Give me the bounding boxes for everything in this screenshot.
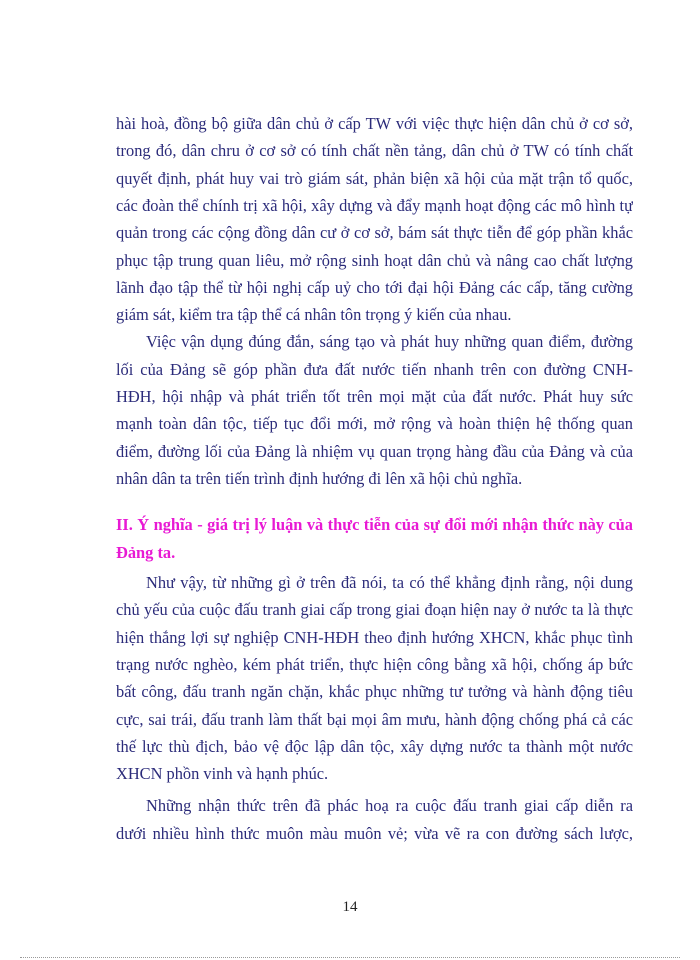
paragraph-3-line-5: bất công, đấu tranh ngăn chặn, khắc phục những tư tưởng và hành động tiêu [116, 682, 633, 701]
paragraph-2-line-4: mạnh toàn dân tộc, tiếp tục đổi mới, mở rộng và hoàn thiện hệ thống quan [116, 414, 633, 433]
page-bottom-divider [20, 957, 680, 958]
paragraph-1-line-6: phục tập trung quan liêu, mở rộng sinh hoạt dân chủ và nâng cao chất lượng [116, 251, 633, 270]
paragraph-1-line-7: lãnh đạo tập thể từ hội nghị cấp uỷ cho tới đại hội Đảng các cấp, tăng cường [116, 278, 633, 297]
paragraph-2-line-6: nhân dân ta trên tiến trình định hướng đi lên xã hội chủ nghĩa. [116, 469, 523, 488]
paragraph-1-line-4: các đoàn thể chính trị xã hội, xây dựng và đẩy mạnh hoạt động các mô hình tự [116, 196, 633, 215]
paragraph-4-line-1: Những nhận thức trên đã phác hoạ ra cuộc đấu tranh giai cấp diễn ra [146, 796, 633, 815]
paragraph-1-line-3: quyết định, phát huy vai trò giám sát, phản biện xã hội của mặt trận tổ quốc, [116, 169, 633, 188]
section-heading-line-1: II. Ý nghĩa - giá trị lý luận và thực tiễn của sự đổi mới nhận thức này của [116, 515, 633, 534]
paragraph-3-line-1: Như vậy, từ những gì ở trên đã nói, ta có thể khẳng định rằng, nội dung [146, 573, 633, 592]
paragraph-3-line-4: trạng nước nghèo, kém phát triển, thực hiện công bằng xã hội, chống áp bức [116, 655, 633, 674]
paragraph-2-line-5: điểm, đường lối của Đảng là nhiệm vụ quan trọng hàng đầu của Đảng và của [116, 442, 633, 461]
paragraph-3-line-8: XHCN phồn vinh và hạnh phúc. [116, 764, 329, 783]
paragraph-3-line-2: chủ yếu của cuộc đấu tranh giai cấp trong giai đoạn hiện nay ở nước ta là thực [116, 600, 633, 619]
paragraph-1-line-2: trong đó, dân chru ở cơ sở có tính chất nền tảng, dân chủ ở TW có tính chất [116, 141, 633, 160]
paragraph-3-line-7: thế lực thù địch, bảo vệ độc lập dân tộc, xây dựng nước ta thành một nước [116, 737, 633, 756]
paragraph-2-line-2: lối của Đảng sẽ góp phần đưa đất nước tiến nhanh trên con đường CNH- [116, 360, 633, 379]
paragraph-2-line-1: Việc vận dụng đúng đắn, sáng tạo và phát huy những quan điểm, đường [146, 332, 633, 351]
paragraph-1-line-5: quản trong các cộng đồng dân cư ở cơ sở, bám sát thực tiễn để góp phần khắc [116, 223, 633, 242]
paragraph-1-line-1: hài hoà, đồng bộ giữa dân chủ ở cấp TW với việc thực hiện dân chủ ở cơ sở, [116, 114, 633, 133]
paragraph-2-line-3: HĐH, hội nhập và phát triển tốt trên mọi mặt của đất nước. Phát huy sức [116, 387, 633, 406]
page-number: 14 [342, 899, 358, 915]
paragraph-3-line-6: cực, sai trái, đấu tranh làm thất bại mọi âm mưu, hành động chống phá cả các [116, 710, 633, 729]
paragraph-3-line-3: hiện thắng lợi sự nghiệp CNH-HĐH theo định hướng XHCN, khắc phục tình [116, 628, 633, 647]
paragraph-4-line-2: dưới nhiều hình thức muôn màu muôn vẻ; vừa vẽ ra con đường sách lược, [116, 824, 633, 843]
section-heading-line-2: Đảng ta. [116, 543, 176, 562]
paragraph-1-line-8: giám sát, kiểm tra tập thể cá nhân tôn trọng ý kiến của nhau. [116, 305, 512, 324]
